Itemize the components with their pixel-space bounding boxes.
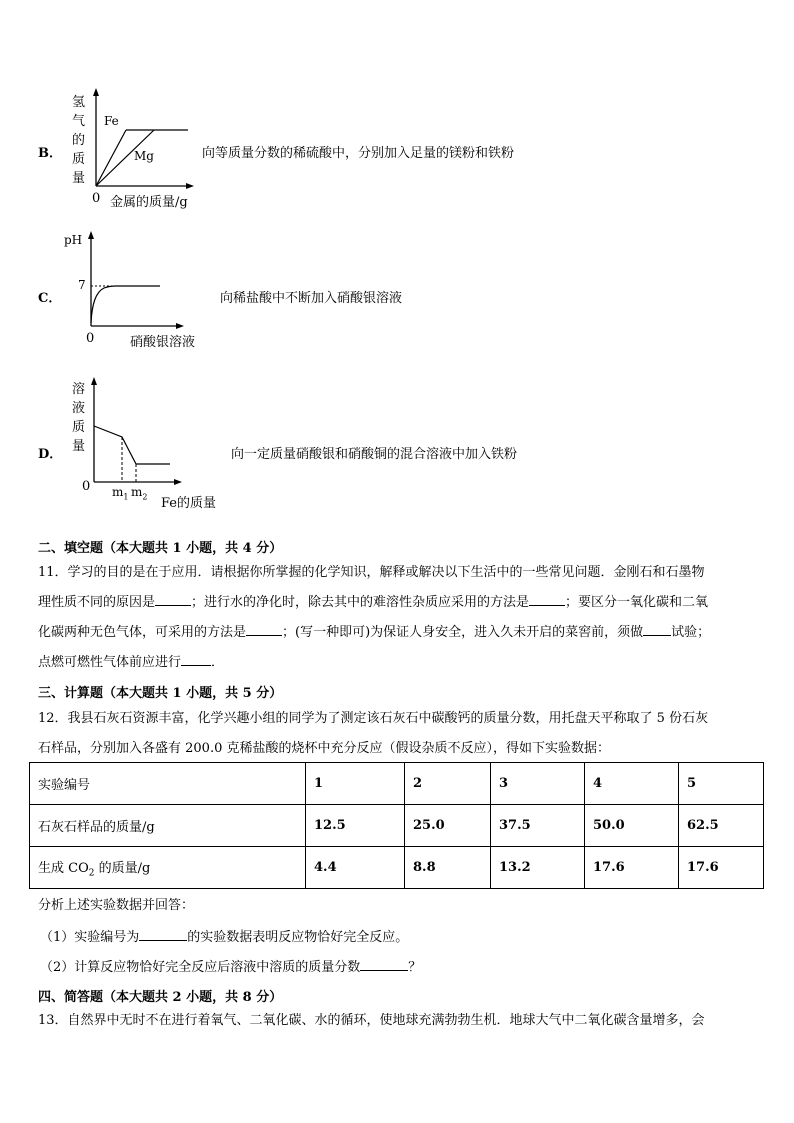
option-c-origin: 0 bbox=[86, 331, 95, 346]
option-b-description: 向等质量分数的稀硫酸中，分别加入足量的镁粉和铁粉 bbox=[202, 146, 515, 161]
sub-question-2: （2）计算反应物恰好完全反应后溶液中溶质的质量分数 ？ bbox=[40, 960, 422, 975]
table-cell: 12.5 bbox=[306, 805, 405, 847]
table-header-cell: 1 bbox=[306, 763, 405, 805]
table-row-label: 生成 $CO_2$ 的质量/g bbox=[30, 847, 306, 889]
analysis-prompt: 分析上述实验数据并回答： bbox=[38, 898, 195, 913]
option-b-letter: B． bbox=[38, 146, 62, 161]
option-b-y-axis-label: 氢 气 的 质 量 bbox=[72, 95, 86, 186]
option-c-letter: C． bbox=[38, 291, 62, 306]
table-cell: 62.5 bbox=[679, 805, 764, 847]
option-b-origin: 0 bbox=[92, 191, 101, 206]
fe-line bbox=[96, 130, 126, 186]
section-2-heading: 二、填空题（本大题共 1 小题，共 4 分） bbox=[38, 541, 283, 556]
section-4-heading: 四、简答题（本大题共 2 小题，共 8 分） bbox=[38, 990, 283, 1005]
table-header-cell: 实验编号 bbox=[30, 763, 306, 805]
question-13: 13．自然界中无时不在进行着氧气、二氧化碳、水的循环，使地球充满勃勃生机．地球大气中二氧化碳含量增多，会 bbox=[38, 1013, 705, 1028]
question-11: 11．学习的目的是在于应用．请根据你所掌握的化学知识，解释或解决以下生活中的一些常见问题．金刚石和石墨物 理性质不同的原因是 ；进行水的净化时，除去其中的难溶性杂质应采用的方法是 ；要区分一氧化碳和二氧 化碳两种无色气体，可采用的方法是 ；(写一种即可)为保证人身安全，进入久未开启的菜窖前，须做 试验； 点燃可燃性气体前应进行 ． bbox=[38, 565, 711, 670]
table-header-cell: 2 bbox=[405, 763, 491, 805]
ph-curve bbox=[91, 286, 116, 323]
section-3-heading: 三、计算题（本大题共 1 小题，共 5 分） bbox=[38, 686, 283, 701]
table-cell: 13.2 bbox=[491, 847, 585, 889]
option-d-description: 向一定质量硝酸银和硝酸铜的混合溶液中加入铁粉 bbox=[231, 447, 518, 462]
table-cell: 17.6 bbox=[679, 847, 764, 889]
option-b-x-axis-label: 金属的质量/g bbox=[110, 195, 188, 210]
table-cell: 50.0 bbox=[585, 805, 679, 847]
option-c-description: 向稀盐酸中不断加入硝酸银溶液 bbox=[220, 291, 403, 306]
mg-label: Mg bbox=[134, 149, 154, 163]
mass-curve bbox=[94, 426, 170, 464]
table-header-cell: 5 bbox=[679, 763, 764, 805]
experiment-data-table bbox=[29, 762, 764, 889]
option-d-x-axis-label: Fe的质量 bbox=[161, 496, 217, 511]
table-cell: 4.4 bbox=[306, 847, 405, 889]
table-cell: 25.0 bbox=[405, 805, 491, 847]
option-d-graph bbox=[84, 374, 184, 489]
table-cell: 17.6 bbox=[585, 847, 679, 889]
table-row bbox=[30, 847, 764, 889]
option-c-y-tick: 7 bbox=[78, 278, 86, 292]
table-cell: 37.5 bbox=[491, 805, 585, 847]
table-row bbox=[30, 805, 764, 847]
question-12: 12．我县石灰石资源丰富，化学兴趣小组的同学为了测定该石灰石中碳酸钙的质量分数，用托盘天平称取了 5 份石灰 石样品，分别加入各盛有 200.0 克稀盐酸的烧杯中充分反应（假设杂质不反应），得如下实验数据： bbox=[38, 711, 709, 756]
table-cell: 8.8 bbox=[405, 847, 491, 889]
option-d-letter: D． bbox=[38, 447, 63, 462]
option-d-origin: 0 bbox=[82, 479, 91, 494]
table-header-cell: 4 bbox=[585, 763, 679, 805]
option-c-y-axis-label: pH bbox=[64, 233, 83, 247]
table-header-cell: 3 bbox=[491, 763, 585, 805]
option-d-m2-label: $m_2$ bbox=[131, 485, 148, 502]
fe-label: Fe bbox=[104, 114, 119, 128]
option-d-y-axis-label: 溶 液 质 量 bbox=[72, 382, 86, 454]
sub-question-1: （1）实验编号为 的实验数据表明反应物恰好完全反应。 bbox=[40, 930, 409, 945]
table-row bbox=[30, 763, 764, 805]
option-d-m1-label: $m_1$ bbox=[112, 485, 129, 502]
table-row-label: 石灰石样品的质量/g bbox=[30, 805, 306, 847]
option-c-x-axis-label: 硝酸银溶液 bbox=[130, 335, 196, 350]
